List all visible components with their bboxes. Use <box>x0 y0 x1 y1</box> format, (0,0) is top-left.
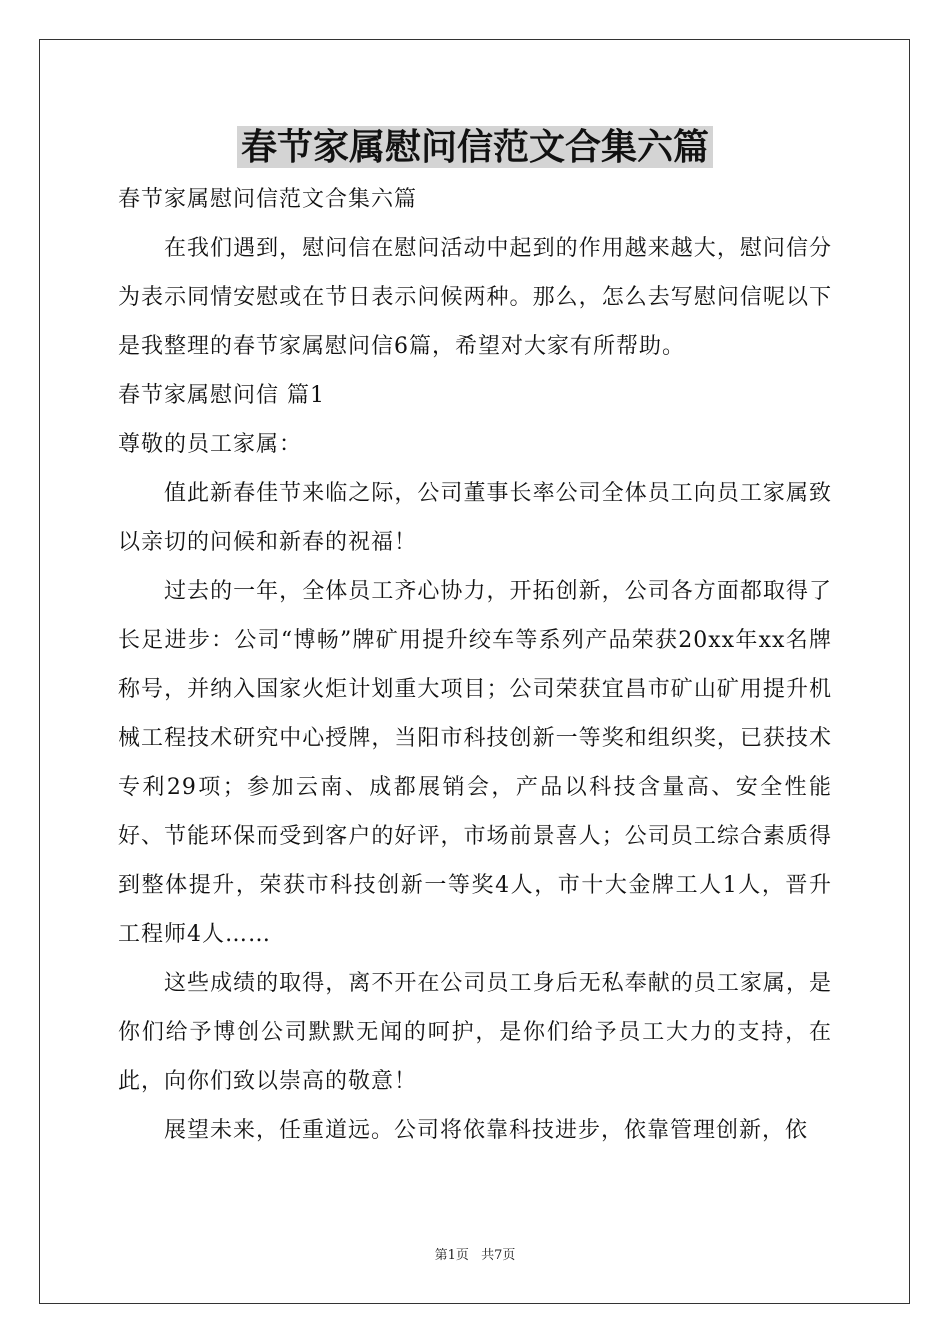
page-total: 共7页 <box>481 1248 516 1263</box>
paragraph-greeting: 值此新春佳节来临之际，公司董事长率公司全体员工向员工家属致以亲切的问候和新春的祝福！ <box>118 481 832 555</box>
page-footer <box>0 1244 950 1263</box>
document-title <box>0 124 950 170</box>
paragraph-achievements: 过去的一年，全体员工齐心协力，开拓创新，公司各方面都取得了长足进步：公司“博畅”牌矿用提升绞车等系列产品荣获20xx年xx名牌称号，并纳入国家火炬计划重大项目；公司荣获宜昌市矿山矿用提升机械工程技术研究中心授牌，当阳市科技创新一等奖和组织奖，已获技术专利29项；参加云南、成都展销会，产品以科技含量高、安全性能好、节能环保而受到客户的好评，市场前景喜人；公司员工综合素质得到整体提升，荣获市科技创新一等奖4人，市十大金牌工人1人，晋升工程师4人…… <box>118 579 832 947</box>
paragraph-salutation: 尊敬的员工家属： <box>118 432 303 457</box>
page-number: 第1页 <box>434 1248 469 1263</box>
paragraph-gratitude: 这些成绩的取得，离不开在公司员工身后无私奉献的员工家属，是你们给予博创公司默默无闻的呵护，是你们给予员工大力的支持，在此，向你们致以崇高的敬意！ <box>118 971 832 1094</box>
paragraph-subtitle: 春节家属慰问信范文合集六篇 <box>118 187 418 212</box>
document-title-text: 春节家属慰问信范文合集六篇 <box>237 126 713 168</box>
paragraph-intro: 在我们遇到，慰问信在慰问活动中起到的作用越来越大，慰问信分为表示同情安慰或在节日表示问候两种。那么，怎么去写慰问信呢以下是我整理的春节家属慰问信6篇，希望对大家有所帮助。 <box>118 236 832 359</box>
document-body <box>118 175 832 1155</box>
paragraph-section-heading: 春节家属慰问信 篇1 <box>118 383 325 408</box>
paragraph-outlook: 展望未来，任重道远。公司将依靠科技进步，依靠管理创新，依 <box>164 1118 809 1143</box>
